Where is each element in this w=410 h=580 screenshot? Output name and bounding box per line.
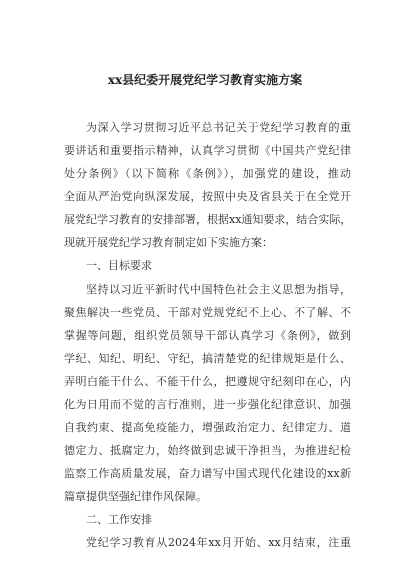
intro-line-3: 处分条例》（以下简称《条例》），加强党的建设，推动 [64, 167, 351, 180]
objectives-line-6: 化为日用而不觉的言行准则，进一步强化纪律意识、加强 [64, 398, 351, 411]
objectives-line-9: 监察工作高质量发展，奋力谱写中国式现代化建设的xx新 [64, 467, 351, 480]
section-heading-objectives: 一、目标要求 [86, 259, 152, 272]
objectives-line-1: 坚持以习近平新时代中国特色社会主义思想为指导， [86, 283, 351, 296]
objectives-line-2: 聚焦解决一些党员、干部对党规党纪不上心、不了解、不 [64, 306, 351, 319]
objectives-line-5: 弄明白能干什么、不能干什么，把遵规守纪刻印在心，内 [64, 375, 351, 388]
objectives-line-4: 学纪、知纪、明纪、守纪，搞清楚党的纪律规矩是什么、 [64, 352, 351, 365]
objectives-line-7: 自我约束、提高免疫能力，增强政治定力、纪律定力、道 [64, 421, 351, 434]
document-title: xx县纪委开展党纪学习教育实施方案 [107, 73, 303, 87]
objectives-line-10: 篇章提供坚强纪律作风保障。 [64, 490, 207, 503]
intro-line-4: 全面从严治党向纵深发展，按照中央及省县关于在全党开 [64, 190, 351, 203]
arrangements-line-1: 党纪学习教育从2024年xx月开始、xx月结束，注重 [86, 536, 351, 549]
section-heading-arrangements: 二、工作安排 [86, 513, 152, 526]
intro-line-6: 现就开展党纪学习教育制定如下实施方案： [64, 236, 273, 249]
intro-line-1: 为深入学习贯彻习近平总书记关于党纪学习教育的重 [86, 121, 351, 134]
intro-line-2: 要讲话和重要指示精神，认真学习贯彻《中国共产党纪律 [64, 144, 351, 157]
intro-line-5: 展党纪学习教育的安排部署，根据xx通知要求，结合实际， [64, 213, 352, 226]
objectives-line-3: 掌握等问题，组织党员领导干部认真学习《条例》，做到 [64, 329, 351, 342]
objectives-line-8: 德定力、抵腐定力，始终做到忠诚干净担当，为推进纪检 [64, 444, 351, 457]
